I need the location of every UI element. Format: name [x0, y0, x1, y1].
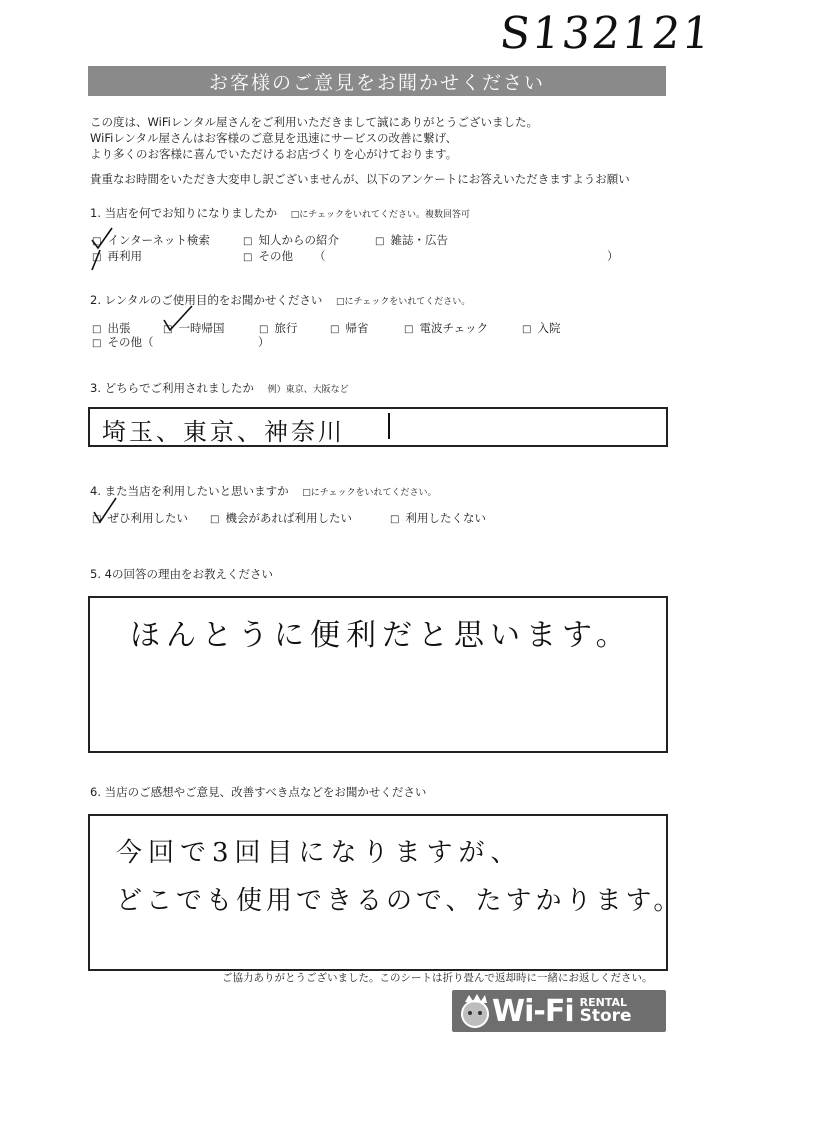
- checkbox-icon: □: [92, 252, 102, 263]
- check-mark-icon: [94, 498, 116, 522]
- q1-option-label: 知人からの紹介: [258, 233, 339, 247]
- intro-line-4: 貴重なお時間をいただき大変申し訳ございませんが、以下のアンケートにお答えいただきますようお願い: [90, 172, 630, 186]
- q3-title: [90, 380, 349, 396]
- q2-option-label: その他（: [107, 335, 154, 349]
- q5-answer-field[interactable]: [88, 596, 668, 753]
- checkbox-icon: □: [404, 324, 414, 335]
- q2-option-label: 帰省: [345, 321, 369, 335]
- q2-option-label: 旅行: [274, 321, 298, 335]
- checkbox-icon: □: [522, 324, 532, 335]
- checkbox-icon: □: [92, 338, 102, 349]
- q2-option-label: 出張: [107, 321, 131, 335]
- q1-title-text: 1. 当店を何でお知りになりましたか: [90, 206, 278, 220]
- serial-number: S132121: [497, 8, 715, 59]
- checkbox-icon: □: [390, 514, 400, 525]
- q1-option-label: 再利用: [107, 249, 142, 263]
- checkbox-icon: □: [92, 514, 102, 525]
- wifi-rental-store-logo: [452, 990, 666, 1032]
- q2-option-homecoming[interactable]: [330, 320, 368, 336]
- q4-option-label: 機会があれば利用したい: [225, 511, 352, 525]
- q3-answer-text: 埼玉、東京、神奈川: [102, 418, 345, 446]
- q4-checkmark: [90, 496, 120, 526]
- intro-line-1: この度は、WiFiレンタル屋さんをご利用いただきまして誠にありがとうございました。: [90, 115, 539, 129]
- q1-option-other[interactable]: [243, 248, 293, 264]
- footer-note: ご協力ありがとうございました。このシートは折り畳んで返却時に一緒にお返しください。: [222, 972, 653, 984]
- q3-note: 例）東京、大阪など: [267, 385, 349, 395]
- intro-line-3: より多くのお客様に喜んでいただけるお店づくりを心がけております。: [90, 147, 458, 161]
- checkbox-icon: □: [163, 324, 173, 335]
- q4-option-label: 利用したくない: [405, 511, 486, 525]
- q2-option-other[interactable]: [92, 334, 153, 350]
- q1-option-magazine[interactable]: [375, 232, 448, 248]
- q3-answer-divider: [388, 413, 390, 439]
- page-title: お客様のご意見をお聞かせください: [88, 66, 666, 96]
- q2-option-label: 入院: [537, 321, 561, 335]
- q1-option-label: その他: [258, 249, 293, 263]
- q2-option-label: 一時帰国: [178, 321, 225, 335]
- q6-answer-field[interactable]: [88, 814, 684, 971]
- check-mark-icon: [164, 306, 192, 330]
- q6-answer-line-2: どこでも使用できるので、たすかります。: [116, 886, 684, 916]
- q4-note: □にチェックをいれてください。: [302, 488, 437, 498]
- q3-answer-field[interactable]: [88, 407, 668, 447]
- q1-title: [90, 205, 470, 221]
- q1-note: □にチェックをいれてください。複数回答可: [290, 210, 471, 220]
- q2-option-hospital[interactable]: [522, 320, 560, 336]
- logo-sub-text: [580, 997, 632, 1025]
- q1-option-label: インターネット検索: [107, 233, 210, 247]
- q4-title-text: 4. また当店を利用したいと思いますか: [90, 484, 289, 498]
- q2-option-label: 電波チェック: [419, 321, 489, 335]
- mascot-icon: [456, 992, 494, 1030]
- q6-answer-line-1: 今回で3回目になりますが、: [116, 838, 523, 868]
- logo-store-text: Store: [579, 1006, 632, 1026]
- q4-title: [90, 483, 437, 499]
- q3-title-text: 3. どちらでご利用されましたか: [90, 381, 255, 395]
- q1-option-friend[interactable]: [243, 232, 339, 248]
- q2-note: □にチェックをいれてください。: [336, 297, 471, 307]
- logo-rental-text: RENTAL: [579, 996, 627, 1009]
- q5-title: 5. 4の回答の理由をお教えください: [90, 567, 273, 581]
- q1-other-close-paren: ）: [607, 249, 619, 263]
- checkbox-icon: □: [92, 324, 102, 335]
- q6-title: 6. 当店のご感想やご意見、改善すべき点などをお聞かせください: [90, 785, 427, 799]
- checkbox-icon: □: [243, 252, 253, 263]
- q2-option-signal-check[interactable]: [404, 320, 488, 336]
- q4-option-if-chance[interactable]: [210, 510, 352, 526]
- q1-checkmarks: [86, 226, 126, 274]
- q1-other-open-paren: （: [314, 249, 326, 263]
- q2-checkmark: [160, 304, 200, 334]
- q4-option-no[interactable]: [390, 510, 486, 526]
- checkbox-icon: □: [330, 324, 340, 335]
- q2-title-text: 2. レンタルのご使用目的をお聞かせください: [90, 293, 323, 307]
- q5-answer-text: ほんとうに便利だと思います。: [130, 618, 632, 653]
- logo-main-text: Wi-Fi: [492, 993, 574, 1029]
- checkbox-icon: □: [210, 514, 220, 525]
- checkbox-icon: □: [243, 236, 253, 247]
- q2-title: [90, 292, 470, 308]
- checkbox-icon: □: [375, 236, 385, 247]
- q4-option-label: ぜひ利用したい: [107, 511, 188, 525]
- q1-option-label: 雑誌・広告: [390, 233, 448, 247]
- q2-other-close-paren: ）: [258, 335, 270, 349]
- check-mark-icon: [92, 228, 112, 248]
- check-mark-icon: [92, 250, 100, 270]
- checkbox-icon: □: [259, 324, 269, 335]
- intro-line-2: WiFiレンタル屋さんはお客様のご意見を迅速にサービスの改善に繋げ、: [90, 131, 458, 145]
- checkbox-icon: □: [92, 236, 102, 247]
